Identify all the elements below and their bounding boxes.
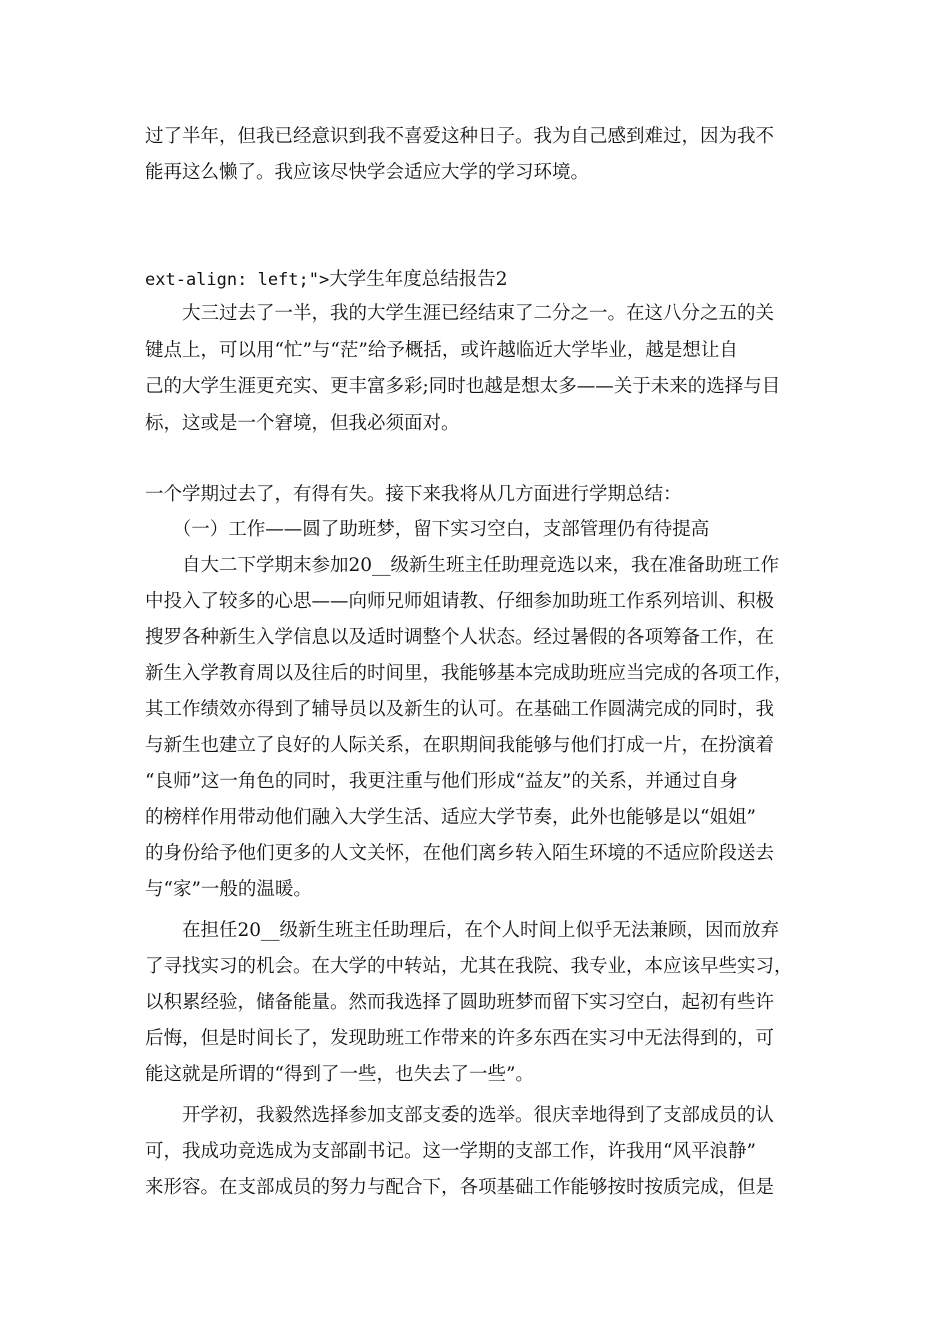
- paragraph-line: 大三过去了一半，我的大学生涯已经结束了二分之一。在这八分之五的关: [145, 303, 775, 324]
- paragraph-line: 与“家”一般的温暖。: [145, 879, 312, 900]
- paragraph-line: 可，我成功竞选成为支部副书记。这一学期的支部工作，许我用“风平浪静”: [145, 1141, 756, 1162]
- paragraph-line: 其工作绩效亦得到了辅导员以及新生的认可。在基础工作圆满完成的同时，我: [145, 699, 775, 720]
- paragraph-line: 标，这或是一个窘境，但我必须面对。: [145, 413, 460, 434]
- paragraph-line: 搜罗各种新生入学信息以及适时调整个人状态。经过暑假的各项筹备工作，在: [145, 627, 775, 648]
- heading-title: 大学生年度总结报告2: [329, 269, 508, 290]
- paragraph-line: 来形容。在支部成员的努力与配合下，各项基础工作能够按时按质完成，但是: [145, 1177, 775, 1198]
- paragraph-line: 能这就是所谓的“得到了一些，也失去了一些”。: [145, 1064, 534, 1085]
- paragraph-line: 中投入了较多的心思——向师兄师姐请教、仔细参加助班工作系列培训、积极: [145, 591, 775, 612]
- paragraph-line: 的榜样作用带动他们融入大学生活、适应大学节奏，此外也能够是以“姐姐”: [145, 807, 756, 828]
- paragraph-line: 己的大学生涯更充实、更丰富多彩;同时也越是想太多——关于未来的选择与目: [145, 376, 781, 397]
- paragraph-line: 以积累经验，储备能量。然而我选择了圆助班梦而留下实习空白，起初有些许: [145, 992, 775, 1013]
- paragraph-line: 在担任20__级新生班主任助理后，在个人时间上似乎无法兼顾，因而放弃: [145, 920, 780, 941]
- paragraph-line: 了寻找实习的机会。在大学的中转站，尤其在我院、我专业，本应该早些实习，: [145, 956, 793, 977]
- intro-line: 能再这么懒了。我应该尽快学会适应大学的学习环境。: [145, 162, 590, 183]
- paragraph-line: 后悔，但是时间长了，发现助班工作带来的许多东西在实习中无法得到的，可: [145, 1028, 775, 1049]
- paragraph-line: 自大二下学期末参加20__级新生班主任助理竞选以来，我在准备助班工作: [145, 555, 780, 576]
- section-heading: [145, 262, 805, 299]
- paragraph-line: 新生入学教育周以及往后的时间里，我能够基本完成助班应当完成的各项工作，: [145, 663, 793, 684]
- paragraph-line: 与新生也建立了良好的人际关系，在职期间我能够与他们打成一片，在扮演着: [145, 735, 775, 756]
- paragraph-line: “良师”这一角色的同时，我更注重与他们形成“益友”的关系，并通过自身: [145, 771, 738, 792]
- paragraph-line: 的身份给予他们更多的人文关怀，在他们离乡转入陌生环境的不适应阶段送去: [145, 843, 775, 864]
- intro-line: 过了半年，但我已经意识到我不喜爱这种日子。我为自己感到难过，因为我不: [145, 126, 775, 147]
- paragraph-line: 键点上，可以用“忙”与“茫”给予概括，或许越临近大学毕业，越是想让自: [145, 340, 738, 361]
- semester-summary-line: 一个学期过去了，有得有失。接下来我将从几方面进行学期总结：: [145, 484, 682, 505]
- paragraph-line: 开学初，我毅然选择参加支部支委的选举。很庆幸地得到了支部成员的认: [145, 1105, 775, 1126]
- section-subheading: （一）工作——圆了助班梦，留下实习空白，支部管理仍有待提高: [145, 519, 710, 540]
- heading-prefix: ext-align: left;">: [145, 270, 330, 290]
